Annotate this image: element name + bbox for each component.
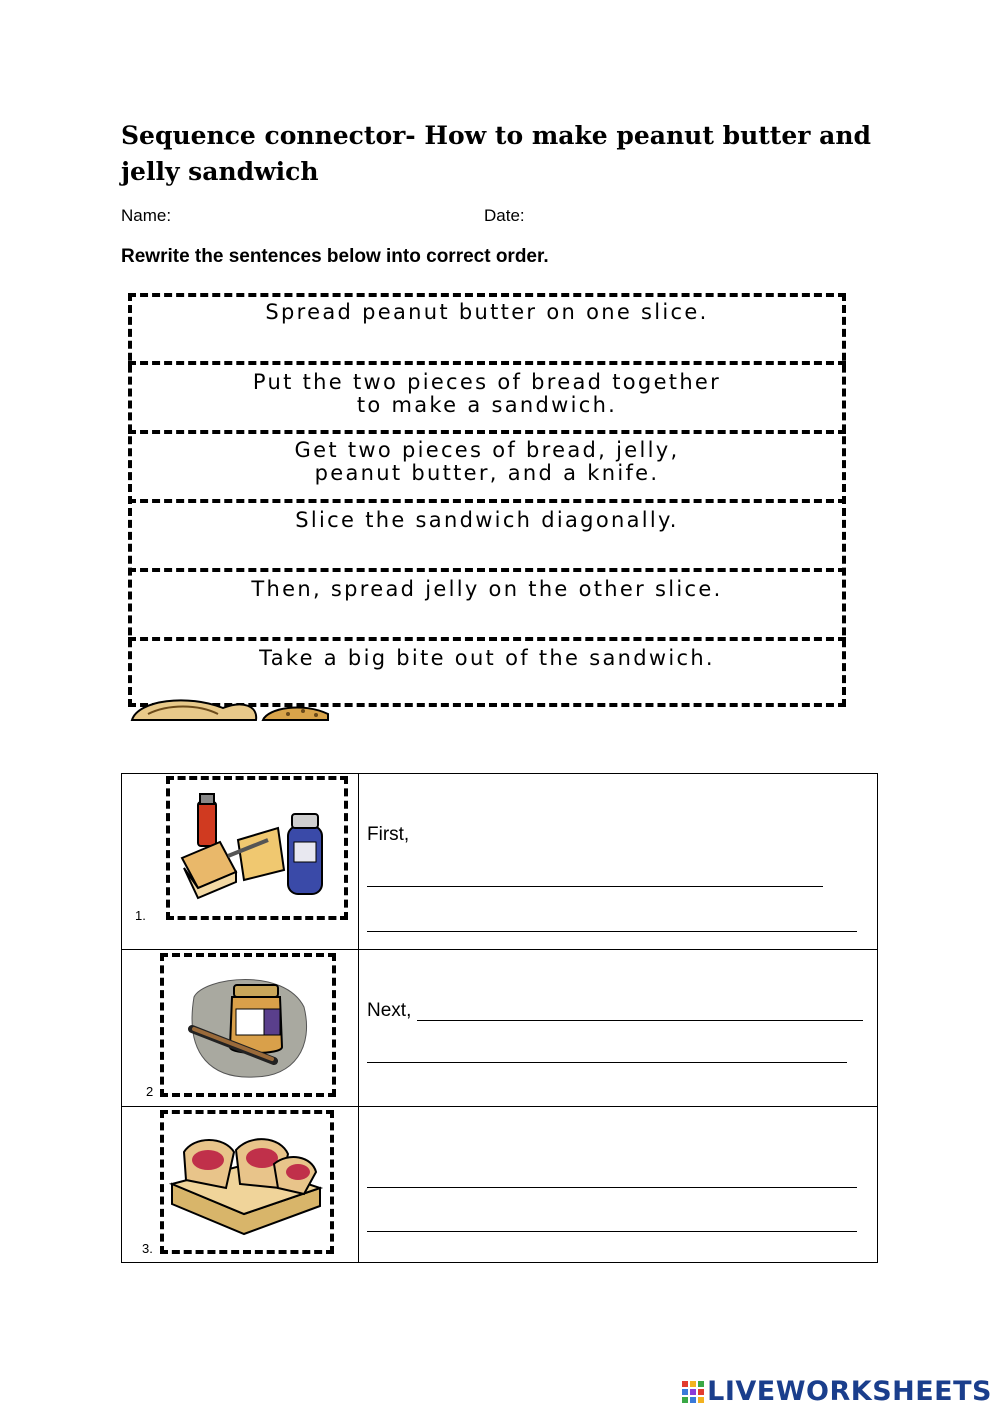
row-number: 3. xyxy=(142,1241,153,1256)
answer-line[interactable] xyxy=(417,1020,863,1021)
strip-divider xyxy=(128,430,846,434)
picture-cell xyxy=(122,774,359,950)
logo-icon xyxy=(682,1381,704,1403)
bread-jelly-peanut-butter-knife-icon xyxy=(170,780,344,916)
sentence-strip-5[interactable] xyxy=(132,578,842,601)
strip-divider xyxy=(128,568,846,572)
jelly-sandwiches-icon xyxy=(164,1114,330,1250)
strip-divider xyxy=(128,637,846,641)
instruction-text: Rewrite the sentences below into correct order. xyxy=(121,246,549,267)
writing-cell xyxy=(359,774,878,950)
strip-line: Then, spread jelly on the other slice. xyxy=(251,577,723,601)
picture-frame xyxy=(160,953,336,1097)
peanut-butter-jar-knife-icon xyxy=(164,957,332,1093)
sentence-strip-4[interactable] xyxy=(132,509,842,532)
answer-row-2 xyxy=(122,950,878,1107)
peanut-illustration xyxy=(128,694,333,722)
sentence-strip-3[interactable] xyxy=(132,439,842,485)
strip-line: Get two pieces of bread, jelly, xyxy=(294,438,680,462)
sentence-strip-2[interactable] xyxy=(132,371,842,417)
strip-line: Put the two pieces of bread together xyxy=(252,370,722,394)
strip-line: Spread peanut butter on one slice. xyxy=(265,300,709,324)
strip-line: Take a big bite out of the sandwich. xyxy=(259,646,715,670)
writing-cell xyxy=(359,950,878,1107)
strip-line: peanut butter, and a knife. xyxy=(314,461,660,485)
row-number: 1. xyxy=(135,908,146,923)
answer-line[interactable] xyxy=(367,1062,847,1063)
strip-divider xyxy=(128,361,846,365)
strip-line: Slice the sandwich diagonally. xyxy=(295,508,679,532)
sentence-strip-1[interactable] xyxy=(132,301,842,324)
sentence-strip-6[interactable] xyxy=(132,647,842,670)
picture-frame xyxy=(160,1110,334,1254)
answer-line[interactable] xyxy=(367,1187,857,1188)
date-label: Date: xyxy=(484,206,525,225)
answer-table xyxy=(121,773,878,1263)
strip-divider xyxy=(128,499,846,503)
connector-prompt: Next, xyxy=(367,1000,412,1021)
writing-cell xyxy=(359,1107,878,1263)
connector-prompt: First, xyxy=(367,824,410,845)
answer-row-3 xyxy=(122,1107,878,1263)
strip-line: to make a sandwich. xyxy=(356,393,618,417)
answer-line[interactable] xyxy=(367,886,823,887)
picture-frame xyxy=(166,776,348,920)
row-number: 2 xyxy=(146,1084,154,1099)
answer-line[interactable] xyxy=(367,931,857,932)
answer-line[interactable] xyxy=(367,1231,857,1232)
name-label: Name: xyxy=(121,206,172,225)
picture-cell xyxy=(122,950,359,1107)
logo-text: LIVEWORKSHEETS xyxy=(707,1376,992,1407)
answer-row-1 xyxy=(122,774,878,950)
worksheet-title: Sequence connector- How to make peanut butter and jelly sandwich xyxy=(121,121,871,186)
picture-cell xyxy=(122,1107,359,1263)
sentence-strips-box xyxy=(128,293,846,707)
liveworksheets-logo xyxy=(682,1376,992,1407)
